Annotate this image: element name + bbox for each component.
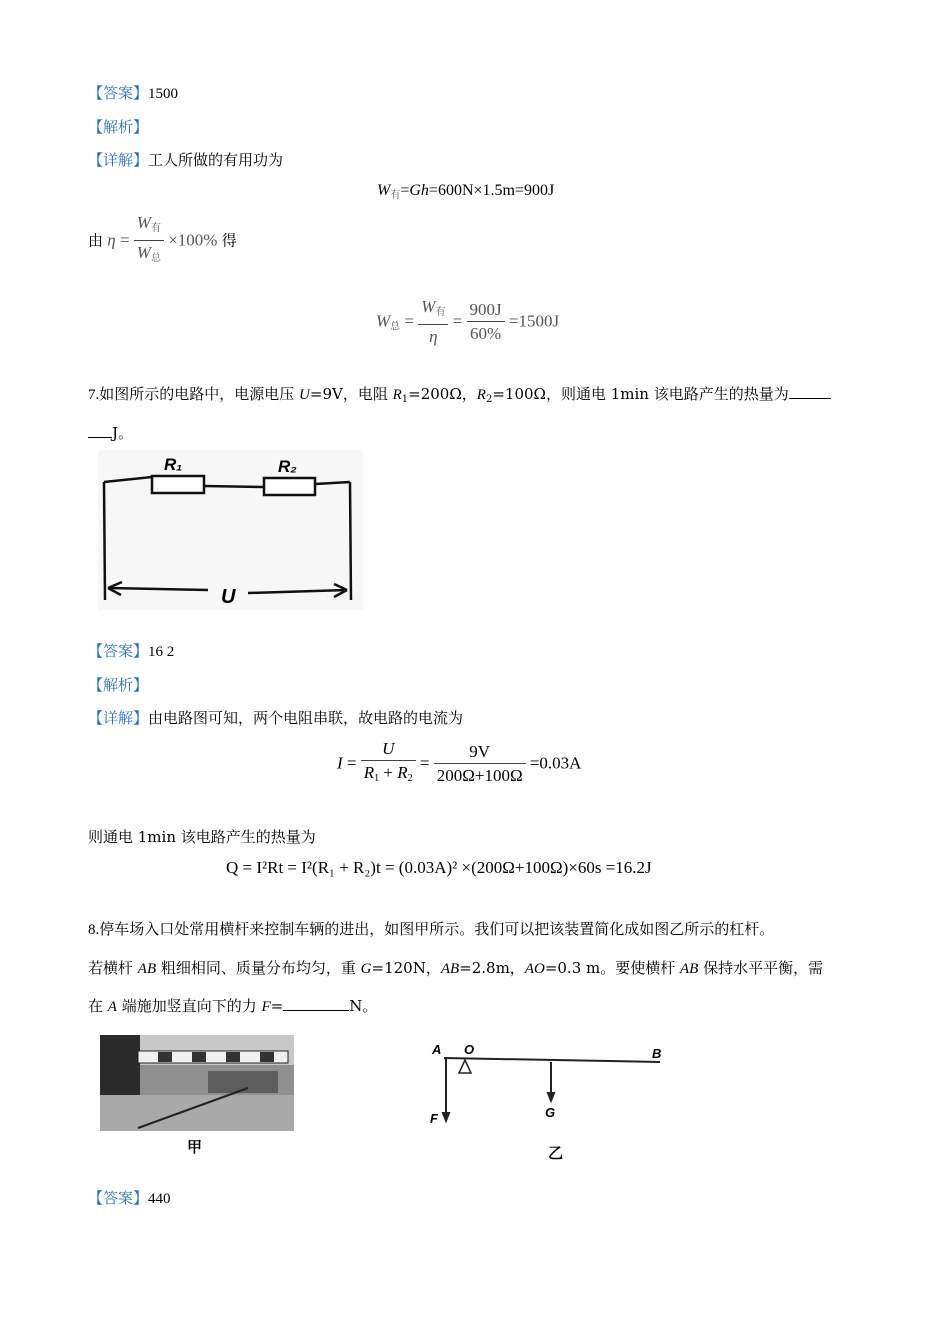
answer-blank[interactable] <box>88 423 112 438</box>
answer-tag: 【答案】 <box>88 84 149 102</box>
q7-detail-line <box>88 707 463 728</box>
question-symbol: AO <box>524 961 545 977</box>
detail-tag: 【详解】 <box>88 151 149 169</box>
question-text: =2.8m， <box>459 959 525 977</box>
barrier-stripe <box>226 1052 240 1062</box>
detail-text: 由电路图可知，两个电阻串联，故电路的电流为 <box>148 709 464 727</box>
eq-numerator: 900J <box>467 299 505 322</box>
eq-fraction <box>418 296 448 349</box>
label-r1: R₁ <box>164 455 183 474</box>
eq-symbol: η <box>429 327 438 346</box>
eq-subscript: 2 <box>407 773 413 784</box>
eq-text: 由 <box>88 231 104 250</box>
q7-heat-text: 则通电 1min 该电路产生的热量为 <box>88 828 316 846</box>
question-text: =0.3 m。要使横杆 <box>544 959 680 977</box>
eq-fraction <box>434 741 526 788</box>
question-text: 停车场入口处常用横杆来控制车辆的进出，如图甲所示。我们可以把该装置简化成如图乙所示的杠杆。 <box>99 920 775 938</box>
fulcrum-triangle <box>459 1060 471 1073</box>
question-text: =100Ω，则通电 1min 该电路产生的热量为 <box>492 385 789 403</box>
q7-current-equation <box>337 738 581 791</box>
label-b: B <box>652 1046 662 1061</box>
q6-answer-line <box>88 82 178 103</box>
eq-numerator: U <box>361 738 416 761</box>
resistor-r2 <box>264 478 315 495</box>
label-a: A <box>432 1042 442 1057</box>
q6-detail-line <box>88 149 283 170</box>
parking-barrier-photo <box>98 1033 296 1163</box>
eq-subscript: 有 <box>435 307 446 318</box>
q7-heat-equation: Q = I²Rt = I²(R₁ + R₂)t = (0.03A)² ×(200Ω+100Ω)×60s =16.2J <box>226 858 652 877</box>
lever-diagram <box>422 1040 677 1165</box>
answer-tag: 【答案】 <box>88 1189 149 1207</box>
question-text: 保持水平平衡，需 <box>698 959 824 977</box>
eq-text: = <box>404 311 415 331</box>
question-symbol: AB <box>680 961 699 977</box>
q7-answer-line <box>88 640 174 661</box>
eq-text: = <box>119 230 130 250</box>
question-symbol: U <box>299 387 310 403</box>
eq-text: 得 <box>221 231 237 250</box>
eq-text: + <box>383 763 393 782</box>
eq-subscript: 有 <box>390 190 401 201</box>
label-u: U <box>221 586 236 608</box>
answer-tag: 【答案】 <box>88 642 149 660</box>
eq-fraction <box>467 299 505 346</box>
q6-efficiency-equation <box>88 212 237 271</box>
label-o: O <box>464 1042 475 1057</box>
barrier-stripe <box>158 1052 172 1062</box>
label-g: G <box>545 1105 556 1120</box>
figure-label-yi: 乙 <box>548 1145 564 1162</box>
answer-blank[interactable] <box>789 384 831 399</box>
eq-symbol: W <box>421 297 436 316</box>
q6-equation-useful-work <box>377 182 554 201</box>
q8-answer-line <box>88 1187 171 1208</box>
force-f-arrowhead <box>442 1112 450 1122</box>
eq-numerator: 9V <box>434 741 526 764</box>
eq-symbol: W <box>377 182 391 199</box>
figure-label-jia: 甲 <box>187 1139 203 1156</box>
detail-tag: 【详解】 <box>88 709 149 727</box>
question-symbol: AB <box>137 961 157 977</box>
eq-text: =1500J <box>508 311 560 331</box>
label-f: F <box>430 1111 438 1126</box>
q8-question-line1 <box>88 918 774 939</box>
question-symbol: A <box>107 999 117 1015</box>
question-text: =9V，电阻 <box>309 385 393 403</box>
question-text: N。 <box>349 997 378 1015</box>
q7-question-line1 <box>88 383 831 405</box>
eq-denominator: 200Ω+100Ω <box>436 766 523 785</box>
eq-symbol: R <box>397 763 408 782</box>
answer-value: 1500 <box>148 86 179 102</box>
question-text: 粗细相同、质量分布均匀，重 <box>156 959 361 977</box>
eq-denominator: 60% <box>470 324 502 343</box>
eq-symbol: I <box>337 753 343 773</box>
question-text: =200Ω， <box>408 385 477 403</box>
question-number: 7. <box>88 387 100 403</box>
question-text: 若横杆 <box>88 959 138 977</box>
eq-text: =0.03A <box>529 753 582 773</box>
q8-question-line2 <box>88 957 823 978</box>
eq-text: ×100% <box>168 230 218 250</box>
eq-text: = <box>346 753 357 773</box>
road-surface <box>100 1095 294 1131</box>
analysis-tag: 【解析】 <box>88 118 149 136</box>
q6-total-work-equation <box>376 296 559 349</box>
eq-fraction <box>361 738 416 791</box>
eq-symbol: η <box>107 230 116 250</box>
answer-value: 16 2 <box>148 644 175 660</box>
resistor-r1 <box>152 476 204 493</box>
eq-fraction <box>134 212 164 271</box>
question-number: 8. <box>88 922 100 938</box>
question-text: 端施加竖直向下的力 <box>116 997 262 1015</box>
label-r2: R₂ <box>278 457 297 476</box>
eq-symbol: W <box>376 311 391 331</box>
answer-value: 440 <box>148 1191 171 1207</box>
series-circuit-figure <box>98 450 363 610</box>
question-symbol: G <box>360 961 372 977</box>
q7-question-line2 <box>88 422 133 443</box>
q8-question-line3 <box>88 995 377 1016</box>
analysis-tag: 【解析】 <box>88 676 149 694</box>
eq-subscript: 有 <box>150 223 161 234</box>
question-text: 在 <box>88 997 108 1015</box>
eq-text: = <box>419 753 430 773</box>
barrier-stripe <box>192 1052 206 1062</box>
question-symbol: R <box>392 387 402 403</box>
eq-symbol: R <box>363 763 375 782</box>
eq-subscript: 1 <box>374 773 380 784</box>
question-subscript: 2 <box>485 394 493 405</box>
detail-text: 工人所做的有用功为 <box>148 151 284 169</box>
eq-text: = <box>452 311 463 331</box>
gravity-g-arrowhead <box>547 1092 555 1102</box>
eq-subscript: 总 <box>150 253 161 264</box>
eq-text: =600N×1.5m=900J <box>428 182 555 199</box>
answer-blank[interactable] <box>283 996 349 1011</box>
question-text: = <box>270 997 284 1015</box>
question-symbol: R <box>476 387 486 403</box>
question-symbol: F <box>261 999 271 1015</box>
eq-symbol: Gh <box>409 182 429 199</box>
question-text: J。 <box>112 424 134 442</box>
eq-symbol: W <box>136 213 151 232</box>
question-subscript: 1 <box>401 394 409 405</box>
question-text: 如图所示的电路中，电源电压 <box>99 385 300 403</box>
eq-text: = <box>400 182 410 199</box>
lever-bar <box>444 1058 660 1062</box>
question-text: =120N， <box>371 959 441 977</box>
barrier-stripe <box>260 1052 274 1062</box>
question-symbol: AB <box>440 961 460 977</box>
eq-symbol: W <box>136 243 151 262</box>
eq-subscript: 总 <box>390 321 401 333</box>
